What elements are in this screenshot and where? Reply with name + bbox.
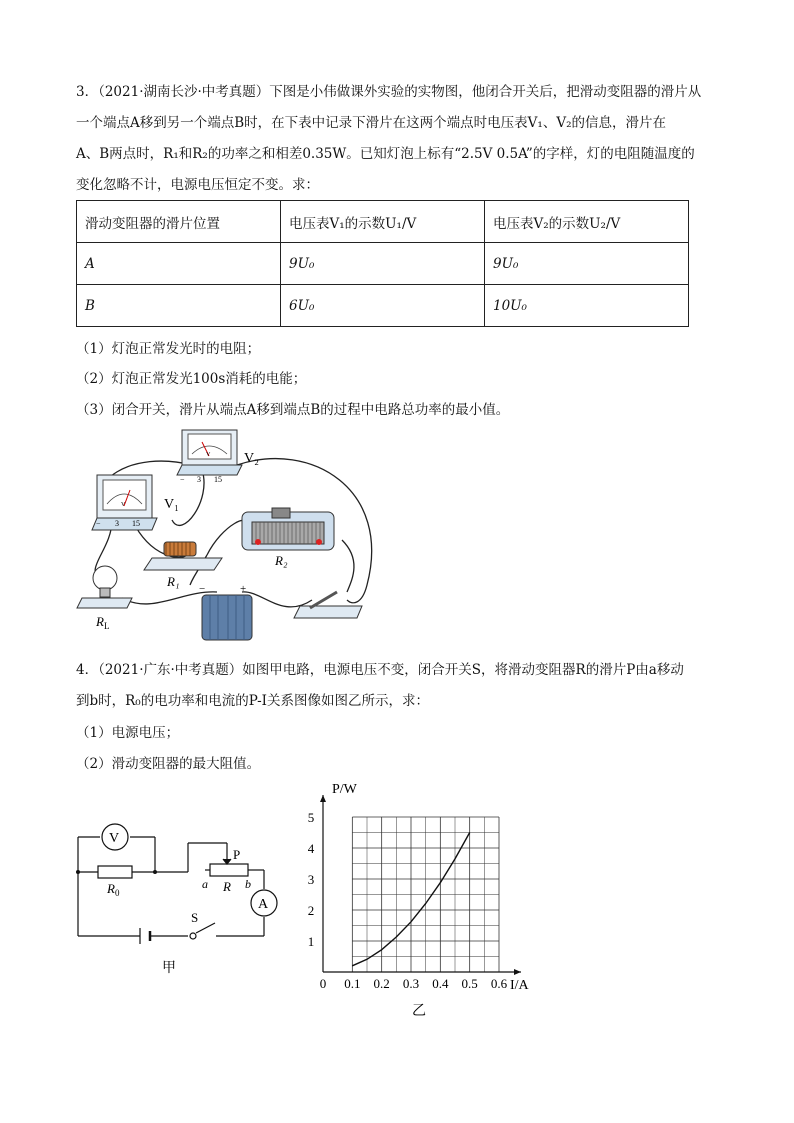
knife-switch xyxy=(294,592,362,618)
label-r0: $R_0$ xyxy=(107,881,120,898)
label-r: R xyxy=(223,879,231,894)
table-cell: A xyxy=(77,243,281,285)
x-tick-label: 0.2 xyxy=(373,976,390,991)
q4-line-2: 到b时，R₀的电功率和电流的P-I关系图像如图乙所示，求： xyxy=(76,693,429,709)
table-header-cell: 电压表V₂的示数U₂/V xyxy=(485,201,689,243)
battery-plus: + xyxy=(240,583,247,595)
meter-unit: V xyxy=(206,452,211,458)
q3-circuit-illustration xyxy=(72,420,392,645)
table-header-cell: 电压表V₁的示数U₁/V xyxy=(281,201,485,243)
q3-sub-1: （1）灯泡正常发光时的电阻； xyxy=(76,341,261,357)
label-rl: $R_L$ xyxy=(96,614,110,631)
caption-jia: 甲 xyxy=(162,961,176,976)
chart-ticks xyxy=(308,810,508,991)
label-p: P xyxy=(233,847,241,862)
label-s: S xyxy=(191,910,199,925)
switch-symbol xyxy=(190,933,196,939)
table-cell: B xyxy=(77,285,281,327)
slider-arrow xyxy=(223,857,231,864)
lamp-rl xyxy=(77,566,132,631)
x-tick-label: 0.4 xyxy=(432,976,449,991)
x-tick-label: 0.3 xyxy=(402,976,420,991)
y-tick-label: 5 xyxy=(307,810,315,825)
x-tick-label: 0.1 xyxy=(344,976,361,991)
q4-sub-1: （1）电源电压； xyxy=(76,725,180,741)
voltmeter-label: V xyxy=(109,831,120,846)
terminal-label: 15 xyxy=(214,475,222,484)
q3-sub-2: （2）灯泡正常发光100s消耗的电能； xyxy=(76,371,307,387)
rheostat-r-symbol xyxy=(210,864,248,876)
q4-circuit-jia xyxy=(70,815,285,980)
y-tick-label: 1 xyxy=(307,934,315,949)
x-tick-label: 0.6 xyxy=(490,976,508,991)
q3-data-table xyxy=(76,200,689,327)
q3-sub-3: （3）闭合开关，滑片从端点A移到端点B的过程中电路总功率的最小值。 xyxy=(76,402,510,418)
terminal-label: 15 xyxy=(132,519,140,528)
q4-sub-2: （2）滑动变阻器的最大阻值。 xyxy=(76,756,261,772)
voltmeter-v2 xyxy=(177,430,259,484)
label-r1: R₁ xyxy=(167,574,180,589)
caption-yi: 乙 xyxy=(412,1004,426,1019)
y-tick-label: 2 xyxy=(307,903,315,918)
q4-graph-yi xyxy=(300,775,550,1020)
q4-line-1: 4．（2021·广东·中考真题）如图甲电路，电源电压不变，闭合开关S，将滑动变阻器R的滑片P由a移动 xyxy=(76,662,684,678)
y-axis-label: P/W xyxy=(332,782,357,797)
label-v1: V₁ xyxy=(164,497,179,512)
table-cell: 6U₀ xyxy=(281,285,485,327)
q3-line-4: 变化忽略不计，电源电压恒定不变。求： xyxy=(76,177,319,193)
label-a: a xyxy=(202,877,208,891)
q3-line-3: A、B两点时，R₁和R₂的功率之和相差0.35W。已知灯泡上标有“2.5V 0.5A”的字样，灯的电阻随温度的 xyxy=(76,146,695,162)
ammeter-label: A xyxy=(258,897,269,912)
terminal-label: − xyxy=(96,519,101,528)
chart-grid xyxy=(352,817,499,972)
y-tick-label: 4 xyxy=(307,841,315,856)
x-axis-label: I/A xyxy=(510,978,529,993)
table-cell: 9U₀ xyxy=(281,243,485,285)
table-cell: 10U₀ xyxy=(485,285,689,327)
table-row xyxy=(77,285,689,327)
label-r2: R₂ xyxy=(275,553,288,568)
terminal-label: 3 xyxy=(115,519,119,528)
label-v2: V₂ xyxy=(244,451,259,466)
meter-unit: V xyxy=(121,502,126,508)
y-tick-label: 3 xyxy=(307,872,315,887)
table-row xyxy=(77,243,689,285)
x-axis-arrow xyxy=(514,969,521,975)
label-b: b xyxy=(245,877,251,891)
voltmeter-v1 xyxy=(92,475,179,530)
resistor-r0-symbol xyxy=(98,866,132,878)
terminal-label: − xyxy=(180,475,185,484)
x-tick-label: 0.5 xyxy=(461,976,478,991)
table-header-row xyxy=(77,201,689,243)
q3-line-2: 一个端点A移到另一个端点B时，在下表中记录下滑片在这两个端点时电压表V₁、V₂的信息，滑片在 xyxy=(76,115,666,131)
q3-line-1: 3．（2021·湖南长沙·中考真题）下图是小伟做课外实验的实物图，他闭合开关后，把滑动变阻器的滑片从 xyxy=(76,84,702,100)
battery-minus: − xyxy=(199,583,206,595)
x-tick-label: 0 xyxy=(319,976,327,991)
y-axis-arrow xyxy=(320,795,326,802)
chart-axes xyxy=(320,795,521,975)
table-cell: 9U₀ xyxy=(485,243,689,285)
table-header-cell: 滑动变阻器的滑片位置 xyxy=(77,201,281,243)
rheostat-r2 xyxy=(242,508,334,568)
terminal-label: 3 xyxy=(197,475,201,484)
